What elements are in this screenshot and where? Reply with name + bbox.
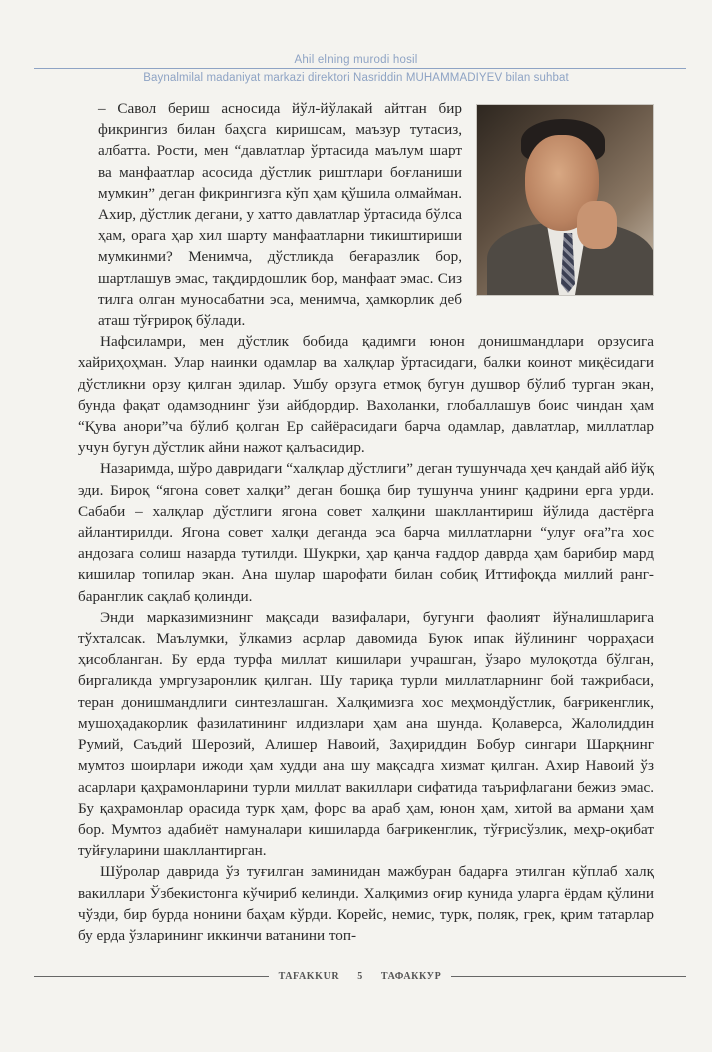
- paragraph-2: Нафсиламри, мен дўстлик бобида қадимги юнон донишмандлари орзусига хайриҳоҳман. Улар наинки одамлар ва халқлар ўртасидаги, балки коинот миқёсидаги дўстликни орзу қилган эдилар. Ушбу орзуга етмоқ бугун душвор бўлиб турган экан, бунда фақат одамзоднинг ўзи айбдордир. Вахоланки, глобаллашув боис чиндан ҳам “Қува анори”ча бўлиб қолган Ер сайёрасидаги барча одамлар, давлатлар, миллатлар учун бугун дўстлик айни нажот қалъасидир.: [78, 333, 654, 457]
- page-number: 5: [357, 970, 363, 982]
- portrait-photo: [476, 104, 654, 296]
- header-title: Ahil elning murodi hosil: [294, 54, 418, 66]
- header-rule: [34, 68, 686, 69]
- paragraph-3: Назаримда, шўро давридаги “халқлар дўстлиги” деган тушунчада ҳеч қандай айб йўқ эди. Бироқ “ягона совет халқи” деган бошқа бир тушунча унинг қадрини ерга урди. Сабаби – халқлар дўстлиги ягона совет халқини шакллантириш йўлида дастёрга айлантирилди. Ягона совет халқи деганда эса барча миллатларни “улуғ оға”га хос андозага солиш назарда тутилди. Шукрки, ҳар қанча ғаддор даврда ҳам барибир мард кишилар топилар экан. Ана шулар шарофати билан собиқ Иттифоқда миллий ранг-баранглик сақлаб қолинди.: [78, 460, 654, 605]
- header-subtitle: Baynalmilal madaniyat markazi direktori Nasriddin MUHAMMADIYEV bilan suhbat: [143, 72, 569, 84]
- footer-rule-right: [451, 976, 686, 977]
- article-body: [78, 98, 654, 984]
- photo-hand: [577, 201, 617, 249]
- paragraph-5: Шўролар даврида ўз туғилган заминидан мажбуран бадарға этилган кўплаб халқ вакиллари Ўзбекистонга кўчириб келинди. Халқимиз оғир кунида уларга ёрдам қўлини чўзди, бир бурда нонини баҳам кўрди. Корейс, немис, турк, поляк, грек, қрим татарлар бу ерда ўзларининг иккинчи ватанини топ-: [78, 863, 654, 944]
- running-footer: [34, 968, 686, 984]
- footer-label-cyrillic: ТАФАККУР: [380, 970, 442, 982]
- paragraph-4: Энди марказимизнинг мақсади вазифалари, бугунги фаолият йўналишларига тўхталсак. Маълумки, ўлкамиз асрлар давомида Буюк ипак йўлининг чорраҳаси ҳисобланган. Бу ерда турфа миллат кишилари учрашган, ўзаро мулоқотда бўлган, биргаликда умргузаронлик қилган. Шу тариқа турли миллатларнинг бой тажрибаси, теран донишмандлиги синтезлашган. Халқимизга хос меҳмондўстлик, бағрикенглик, мушоҳадакорлик фазилатининг илдизлари ҳам ана шунда. Қолаверса, Жалолиддин Румий, Саъдий Шерозий, Алишер Навоий, Заҳириддин Бобур сингари Шарқнинг мумтоз шоирлари ижоди ҳам худди ана шу мақсадга хизмат қилган. Ахир Навоий ўз асарлари қаҳрамонларини турли миллат вакиллари сифатида таърифлагани бежиз эмас. Бу қаҳрамонлар орасида турк ҳам, форс ва араб ҳам, юнон ҳам, хитой ва армани ҳам бор. Мумтоз адабиёт намуналари кишиларда бағрикенглик, тўғрисўзлик, меҳр-оқибат туйғуларини шакллантирган.: [78, 608, 654, 860]
- running-header: [0, 52, 712, 85]
- footer-rule-left: [34, 976, 269, 977]
- footer-label-latin: TAFAKKUR: [278, 970, 340, 982]
- paragraph-1: – Савол бериш асносида йўл-йўлакай айтган бир фикрингиз билан баҳсга киришсам, маъзур тутасиз, албатта. Рости, мен “давлатлар ўртасида маълум шарт ва манфаатлар асосида дўстлик риштлари боғланиши мумкин” деган фикрингизга кўп ҳам қўшила олмайман. Ахир, дўстлик дегани, у хатто давлатлар ўртасида бўлса ҳам, орага ҳар хил шарту манфаатларни тикиштириши мумкинми? Менимча, дўстликда беғаразлик бор, шартлашув эмас, тақдирдошлик бор, манфаат эмас. Сиз тилга олган муносабатни эса, менимча, ҳамкорлик деб аташ тўғрироқ бўлади.: [98, 100, 462, 330]
